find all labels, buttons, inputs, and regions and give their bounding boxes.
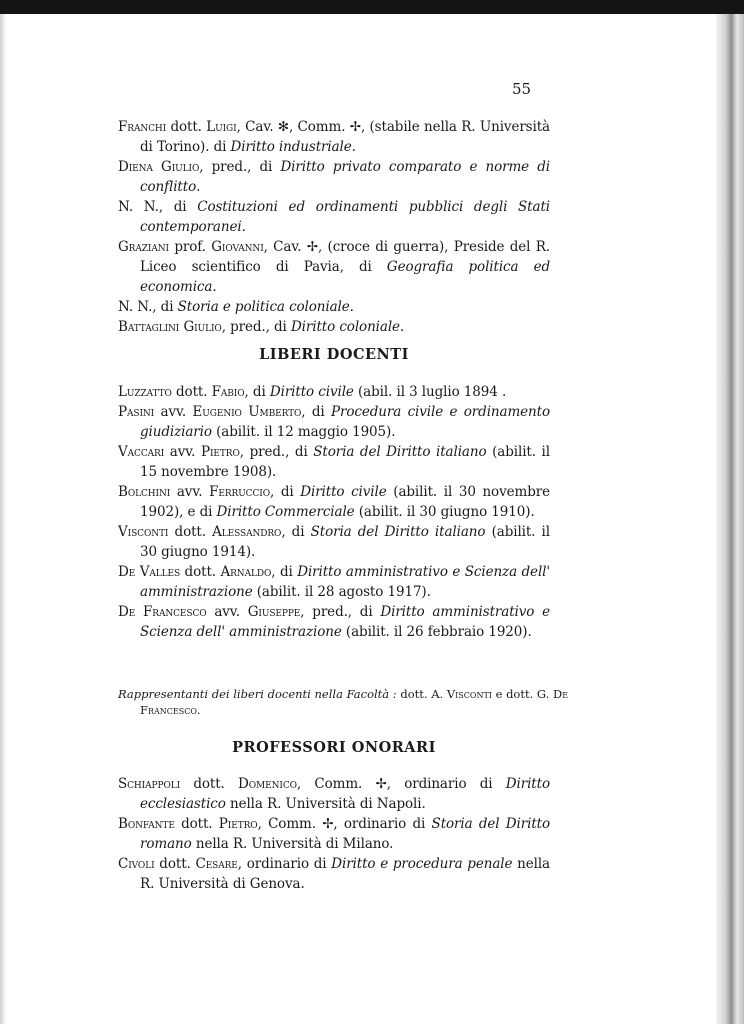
- given-name: Giovanni: [211, 239, 264, 255]
- tail: nella R. Università di Milano.: [191, 836, 394, 852]
- surname: Bonfante: [118, 816, 175, 832]
- subject: Diritto privato comparato e norme di conflitto: [140, 159, 551, 195]
- text: , di: [301, 404, 332, 420]
- given-name: Cesare: [195, 856, 238, 872]
- faculty-list: [118, 117, 550, 337]
- title: N. N.: [118, 299, 153, 315]
- text: , Cav. ✢, (croce di guerra), Preside del R. Liceo scientifico di Pavia, di: [140, 239, 550, 275]
- note-name-1: Visconti: [446, 687, 492, 701]
- text: , Cav. ✻, Comm. ✢, (stabile nella R. Università di Torino). di: [140, 119, 551, 155]
- note-text-1: dott. A.: [396, 687, 447, 701]
- page-number: 55: [512, 80, 532, 98]
- tail: .: [196, 179, 201, 195]
- note-tail: .: [196, 703, 201, 717]
- title: dott.: [180, 564, 221, 580]
- subject: Storia del Diritto italiano: [310, 524, 486, 540]
- tail: .: [212, 279, 217, 295]
- list-item: [118, 117, 551, 157]
- list-item: [118, 317, 550, 337]
- title: dott.: [180, 776, 239, 792]
- title: dott.: [168, 524, 213, 540]
- subject: Storia del Diritto romano: [140, 816, 550, 852]
- text: , di: [158, 199, 198, 215]
- given-name: Pietro: [218, 816, 258, 832]
- title: [153, 159, 161, 175]
- title: N. N.: [118, 199, 159, 215]
- professori-onorari-list: [118, 774, 550, 894]
- scan-top-border: [0, 0, 744, 14]
- given-name: Arnaldo: [220, 564, 272, 580]
- title: avv.: [206, 604, 248, 620]
- given-name: Domenico: [238, 776, 297, 792]
- surname: Diena: [118, 159, 153, 175]
- list-item: [118, 854, 551, 894]
- tail: .: [349, 299, 354, 315]
- note-label: Rappresentanti dei liberi docenti nella Facoltà :: [118, 687, 397, 701]
- title: avv.: [170, 484, 210, 500]
- list-item: [118, 157, 551, 197]
- page-binding-edge: [716, 14, 744, 1024]
- tail: (abilit. il 30 giugno 1914).: [140, 524, 550, 560]
- tail: (abilit. il 30 novembre 1902), e di: [140, 484, 550, 520]
- list-item: [118, 197, 550, 237]
- surname: Luzzatto: [118, 384, 172, 400]
- subject: Diritto ecclesiastico: [140, 776, 550, 812]
- surname: Graziani: [118, 239, 169, 255]
- tail: (abilit. il 15 novembre 1908).: [140, 444, 550, 480]
- text: , pred., di: [300, 604, 381, 620]
- list-item: [118, 237, 551, 297]
- surname: Visconti: [118, 524, 169, 540]
- given-name: Luigi: [206, 119, 237, 135]
- list-item: [118, 522, 550, 562]
- given-name: Giulio: [161, 159, 200, 175]
- subject-2: Diritto Commerciale: [216, 504, 355, 520]
- list-item: [118, 482, 550, 522]
- given-name: Giulio: [183, 319, 222, 335]
- tail: (abilit. il 12 maggio 1905).: [211, 424, 396, 440]
- surname: De Francesco: [118, 604, 207, 620]
- list-item: [118, 774, 550, 814]
- text: , Comm. ✢, ordinario di: [296, 776, 506, 792]
- title: avv.: [164, 444, 201, 460]
- tail: .: [241, 219, 246, 235]
- surname: Bolchini: [118, 484, 171, 500]
- given-name: Fabio: [211, 384, 245, 400]
- tail: nella R. Università di Genova.: [140, 856, 551, 892]
- text: , pred., di: [221, 319, 291, 335]
- surname: Battaglini: [118, 319, 180, 335]
- surname: Civoli: [118, 856, 155, 872]
- liberi-docenti-list: [118, 382, 550, 642]
- text: , Comm. ✢, ordinario di: [257, 816, 432, 832]
- subject: Diritto amministrativo e Scienza dell' amministrazione: [140, 564, 550, 600]
- subject: Diritto e procedura penale: [331, 856, 513, 872]
- title: dott.: [154, 856, 196, 872]
- title: avv.: [154, 404, 193, 420]
- text: , di: [271, 564, 298, 580]
- list-item: [118, 382, 550, 402]
- text: , di: [152, 299, 178, 315]
- surname: Pasini: [118, 404, 155, 420]
- section-heading-liberi-docenti: LIBERI DOCENTI: [259, 346, 409, 363]
- given-name: Alessandro: [212, 524, 282, 540]
- representatives-note: [118, 686, 572, 718]
- subject: Procedura civile e ordinamento giudiziario: [140, 404, 550, 440]
- list-item: [118, 814, 550, 854]
- tail: .: [399, 319, 405, 335]
- subject: Geografia politica ed economica: [140, 259, 551, 295]
- title: prof.: [169, 239, 212, 255]
- list-item: [118, 562, 550, 602]
- tail: (abilit. il 26 febbraio 1920).: [341, 624, 532, 640]
- note-text-2: e dott. G.: [491, 687, 553, 701]
- subject: Diritto civile: [300, 484, 387, 500]
- given-name: Ferruccio: [209, 484, 270, 500]
- text: , pred., di: [239, 444, 314, 460]
- note-name-2: De Francesco: [140, 687, 569, 717]
- subject: Diritto industriale: [230, 139, 352, 155]
- list-item: [118, 602, 551, 642]
- given-name: Pietro: [200, 444, 240, 460]
- tail: (abilit. il 28 agosto 1917).: [252, 584, 431, 600]
- tail-2: (abilit. il 30 giugno 1910).: [354, 504, 535, 520]
- section-heading-professori-onorari: PROFESSORI ONORARI: [232, 739, 436, 756]
- text: , di: [281, 524, 311, 540]
- surname: De Valles: [118, 564, 181, 580]
- text: , di: [270, 484, 301, 500]
- text: , di: [244, 384, 270, 400]
- subject: Diritto amministrativo e Scienza dell' amministrazione: [140, 604, 551, 640]
- surname: Franchi: [118, 119, 167, 135]
- tail: nella R. Università di Napoli.: [225, 796, 426, 812]
- list-item: [118, 442, 550, 482]
- surname: Vaccari: [118, 444, 165, 460]
- given-name: Eugenio Umberto: [192, 404, 302, 420]
- text: , ordinario di: [237, 856, 332, 872]
- title: dott.: [166, 119, 207, 135]
- surname: Schiappoli: [118, 776, 181, 792]
- title: dott.: [171, 384, 212, 400]
- subject: Costituzioni ed ordinamenti pubblici degli Stati contemporanei: [140, 199, 550, 235]
- subject: Diritto civile: [269, 384, 354, 400]
- tail: (abil. il 3 luglio 1894 .: [353, 384, 507, 400]
- text: , pred., di: [199, 159, 281, 175]
- subject: Storia del Diritto italiano: [313, 444, 487, 460]
- subject: Storia e politica coloniale: [177, 299, 350, 315]
- title: dott.: [174, 816, 219, 832]
- scan-left-edge: [0, 14, 6, 1024]
- list-item: [118, 297, 550, 317]
- subject: Diritto coloniale: [290, 319, 400, 335]
- given-name: Giuseppe: [247, 604, 301, 620]
- list-item: [118, 402, 550, 442]
- tail: .: [351, 139, 356, 155]
